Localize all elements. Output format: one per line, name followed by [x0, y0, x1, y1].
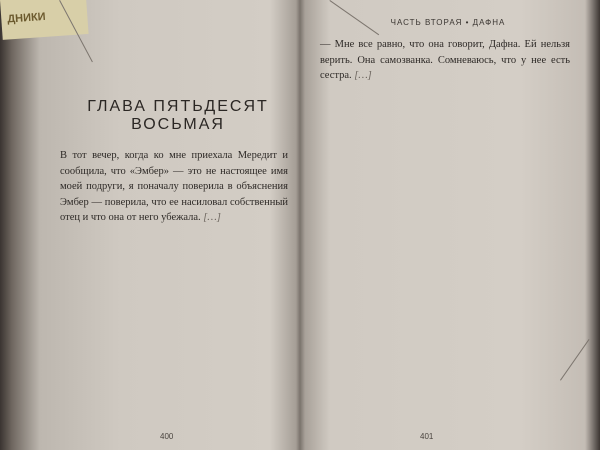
- page-number-right: 401: [420, 432, 434, 441]
- right-text-excerpt: — Мне все равно, что она говорит, Дафна. Ей нельзя верить. Она самозванка. Сомневаюсь, что у нее есть сестра.: [320, 39, 570, 81]
- page-number-left: 400: [160, 432, 174, 441]
- left-text-excerpt: В тот вечер, когда ко мне приехала Мередит и сообщила, что «Эмбер» — это не настоящее имя моей подруги, я поначалу поверила в объяснения Эмбер — поверила, что ее насиловал собственный отец и что она от него убежала.: [60, 150, 288, 223]
- left-body-text: [60, 148, 288, 226]
- sticker-label: ДНИКИ: [0, 0, 89, 40]
- chapter-title: ГЛАВА ПЯТЬДЕСЯТ ВОСЬМАЯ: [87, 98, 269, 133]
- running-head: ЧАСТЬ ВТОРАЯ • ДАФНА: [390, 18, 506, 27]
- right-body-text: [320, 37, 570, 84]
- left-text-omission: […]: [203, 212, 221, 223]
- right-text-omission: […]: [354, 70, 372, 81]
